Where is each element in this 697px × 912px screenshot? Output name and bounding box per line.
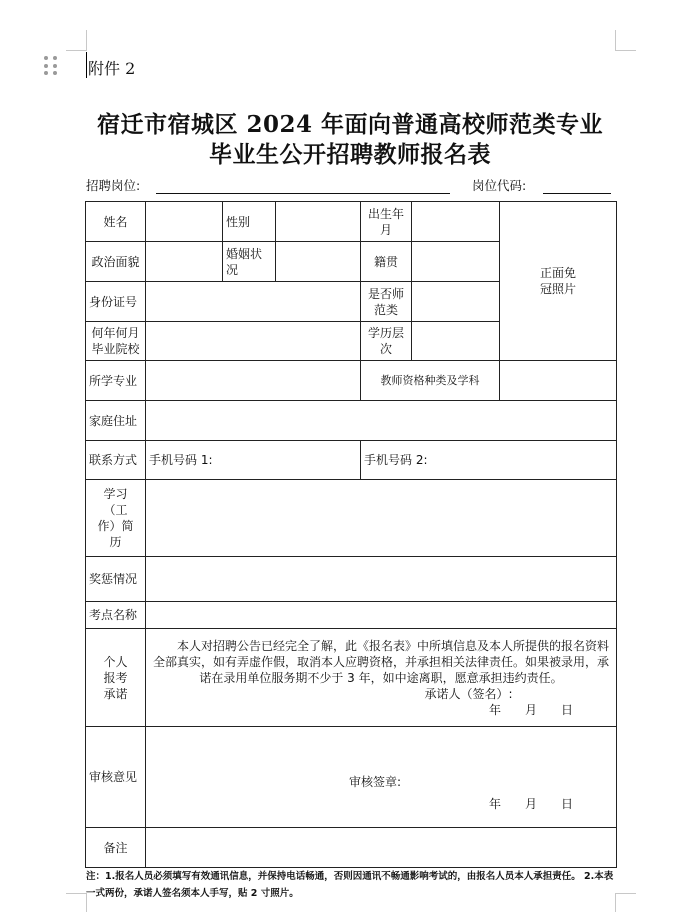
position-code-input-line[interactable] xyxy=(543,193,611,194)
photo-box xyxy=(500,202,617,361)
page-corner-mark xyxy=(615,893,636,912)
awards-field[interactable] xyxy=(146,557,617,602)
education-level-label: 学历层次 xyxy=(361,322,412,361)
document-title-line2: 毕业生公开招聘教师报名表 xyxy=(209,141,491,168)
footnote: 注：1.报名人员必须填写有效通讯信息，并保持电话畅通，否则因通讯不畅通影响考试的，由报名人员本人承担责任。 2.本表一式两份，承诺人签名须本人手写，贴 2 寸照片。 xyxy=(86,871,614,899)
native-field[interactable] xyxy=(412,242,500,282)
id-card-field[interactable] xyxy=(146,282,361,322)
review-date xyxy=(149,793,613,815)
review-signature-label: 审核签章: xyxy=(349,775,402,789)
normal-major-label: 是否师范类 xyxy=(361,282,412,322)
year-label: 年 xyxy=(488,702,501,717)
gender-label: 性别 xyxy=(223,202,276,242)
exam-site-field[interactable] xyxy=(146,602,617,629)
year-label: 年 xyxy=(488,797,501,811)
address-field[interactable] xyxy=(146,401,617,441)
position-code-label: 岗位代码: xyxy=(472,178,527,193)
drag-handle-icon[interactable] xyxy=(44,56,58,76)
phone2-label: 手机号码 2: xyxy=(364,453,428,467)
review-label: 审核意见 xyxy=(86,727,146,828)
text-cursor xyxy=(86,52,87,78)
page-corner-mark xyxy=(66,30,87,51)
pledge-box xyxy=(146,629,617,727)
phone2-field[interactable] xyxy=(361,441,617,480)
pledge-label xyxy=(86,629,146,727)
day-label: 日 xyxy=(560,702,573,717)
address-label: 家庭住址 xyxy=(86,401,146,441)
political-label: 政治面貌 xyxy=(86,242,146,282)
position-label: 招聘岗位: xyxy=(86,178,141,193)
document-title-line1: 宿迁市宿城区 2024 年面向普通高校师范类专业 xyxy=(96,111,604,138)
pledge-text: 本人对招聘公告已经完全了解，此《报名表》中所填信息及本人所提供的报名资料全部真实，如有弄虚作假，取消本人应聘资格，并承担相关法律责任。如果被录用，承诺在录用单位服务期不少于 3 年，如中途离职，愿意承担违约责任。 xyxy=(152,638,609,685)
birth-label: 出生年月 xyxy=(361,202,412,242)
pledge-date xyxy=(149,702,613,718)
education-level-field[interactable] xyxy=(412,322,500,361)
id-card-label: 身份证号 xyxy=(86,282,146,322)
pledge-label-text: 个人报考承诺 xyxy=(103,654,128,701)
name-label: 姓名 xyxy=(86,202,146,242)
major-field[interactable] xyxy=(146,361,361,401)
month-label: 月 xyxy=(524,702,537,717)
phone1-field[interactable] xyxy=(146,441,361,480)
remarks-label: 备注 xyxy=(86,828,146,868)
remarks-field[interactable] xyxy=(146,828,617,868)
photo-label: 正面免冠照片 xyxy=(539,266,576,296)
phone1-label: 手机号码 1: xyxy=(149,453,213,467)
normal-major-field[interactable] xyxy=(412,282,500,322)
birth-field[interactable] xyxy=(412,202,500,242)
contact-label: 联系方式 xyxy=(86,441,146,480)
page-corner-mark xyxy=(66,893,87,912)
graduation-label: 何年何月毕业院校 xyxy=(86,322,146,361)
resume-label xyxy=(86,480,146,557)
major-label: 所学专业 xyxy=(86,361,146,401)
registration-form-table xyxy=(85,201,617,868)
graduation-field[interactable] xyxy=(146,322,361,361)
position-input-line[interactable] xyxy=(156,193,450,194)
teacher-cert-field[interactable] xyxy=(500,361,617,401)
teacher-cert-label: 教师资格种类及学科 xyxy=(361,361,500,401)
political-field[interactable] xyxy=(146,242,223,282)
day-label: 日 xyxy=(560,797,573,811)
marital-label: 婚姻状况 xyxy=(223,242,276,282)
attachment-label: 附件 2 xyxy=(88,59,136,78)
pledge-signature-label: 承诺人（签名）: xyxy=(424,686,513,701)
marital-field[interactable] xyxy=(276,242,361,282)
gender-field[interactable] xyxy=(276,202,361,242)
exam-site-label: 考点名称 xyxy=(86,602,146,629)
page-corner-mark xyxy=(615,30,636,51)
month-label: 月 xyxy=(524,797,537,811)
native-label: 籍贯 xyxy=(361,242,412,282)
awards-label: 奖惩情况 xyxy=(86,557,146,602)
resume-field[interactable] xyxy=(146,480,617,557)
name-field[interactable] xyxy=(146,202,223,242)
resume-label-text: 学习（工作）简历 xyxy=(97,487,134,549)
review-box xyxy=(146,727,617,828)
